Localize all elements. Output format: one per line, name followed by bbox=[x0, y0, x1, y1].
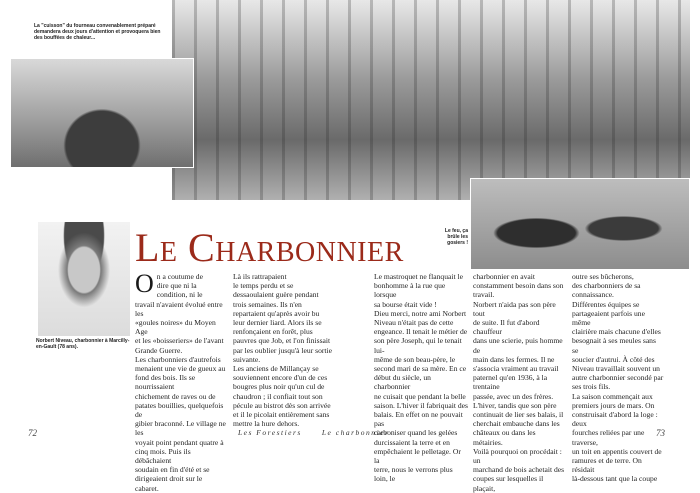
article-column-3: Le mastroquet ne flanquait le bonhomme à la rue que lorsque sa bourse était vide ! Dieu merci, notre ami Norbert Niveau n'était pas de cette engeance. Il tenait le métier de son père Joseph, qui le tenait lui- même de son beau-père, le second mari de sa mère. En ce début du siècle, un charbonnier ne cuisait que pendant la belle saison. L'hiver il fabriquait des balais. En effet on ne pouvait pas carboniser quand les gelées durcissaient la terre et en empêchaient le pelletage. Or la terre, nous le verrons plus loin, le bbox=[374, 272, 468, 484]
drop-cap: O bbox=[135, 269, 154, 298]
fire-caption: Le feu, ça brûle les gosiers ! bbox=[444, 228, 468, 246]
article-column-5: outre ses bûcherons, des charbonniers de sa connaissance. Différentes équipes se partageaient parfois une même clairière mais chacune d'elles besognait à ses meules sans se soucier d'autrui. À côté des Niveau travaillait souvent un autre charbonnier secondé par ses trois fils. La saison commençait aux premiers jours de mars. On construisait d'abord la loge : deux fourches reliées par une traverse, un toit en appentis couvert de ramures et de terre. On résidait là-dessous tant que la coupe bbox=[572, 272, 664, 484]
forest-charcoal-photo bbox=[172, 0, 690, 200]
page-number-left: 72 bbox=[28, 428, 37, 438]
charcoal-kiln-photo bbox=[10, 58, 194, 168]
running-header-right: Le charbonnier bbox=[321, 428, 390, 437]
norbert-niveau-portrait bbox=[38, 222, 130, 336]
article-column-4: charbonnier en avait constamment besoin dans son travail. Norbert n'aida pas son père tout de suite. Il fut d'abord chauffeur dans une scierie, puis homme de main dans les fermes. Il ne s'associa vraiment au travail paternel qu'en 1936, à la trentaine passée, avec un des frères. L'hiver, tandis que son père continuait de lier ses balais, il cherchait embauche dans les châteaux ou dans les métairies. Voilà pourquoi on procédait : un marchand de bois achetait des coupes sur lesquelles il plaçait, bbox=[473, 272, 565, 493]
charcoal-burners-group-photo bbox=[470, 178, 690, 270]
running-header-left: Les Forestiers bbox=[238, 428, 302, 437]
running-header bbox=[238, 428, 488, 437]
article-title: Le Charbonnier bbox=[135, 225, 404, 270]
portrait-caption: Norbert Niveau, charbonnier à Marcilly-en-Gault (78 ans). bbox=[36, 338, 130, 350]
article-column-1 bbox=[135, 269, 227, 493]
kiln-caption: La "cuisson" du fourneau convenablement préparé demandera deux jours d'attention et provoquera bien des bouffées de chaleur... bbox=[34, 23, 161, 41]
article-column-2: Là ils rattrapaient le temps perdu et se dessaoulaient guère pendant trois semaines. Ils n'en repartaient qu'après avoir bu leur dernier liard. Alors ils se renfonçaient en forêt, plus pauvres que Job, et l'on finissait par les oublier jusqu'à leur sortie suivante. Les anciens de Millançay se souviennent encore d'un de ces bougres plus noir qu'un cul de chaudron ; il confiait tout son pécule au bistrot dès son arrivée et il le picolait entièrement sans mettre la hure dehors. bbox=[233, 272, 333, 429]
page-number-right: 73 bbox=[656, 428, 665, 438]
article-column-1-text: n a coutume de dire que ni la condition, ni le travail n'avaient évolué entre les «goules noires» du Moyen Age et les «boisseriers» de l'avant Grande Guerre. Les charbonniers d'autrefois menaient une vie de gueux au fond des bois. Ils se nourrissaient chichement de raves ou de patates bouillies, quelquefois de gibier braconné. Le village ne les voyait point pendant quatre à cinq mois. Puis ils débâchaient soudain en fin d'été et se dirigeaient droit sur le cabaret. bbox=[135, 272, 226, 493]
